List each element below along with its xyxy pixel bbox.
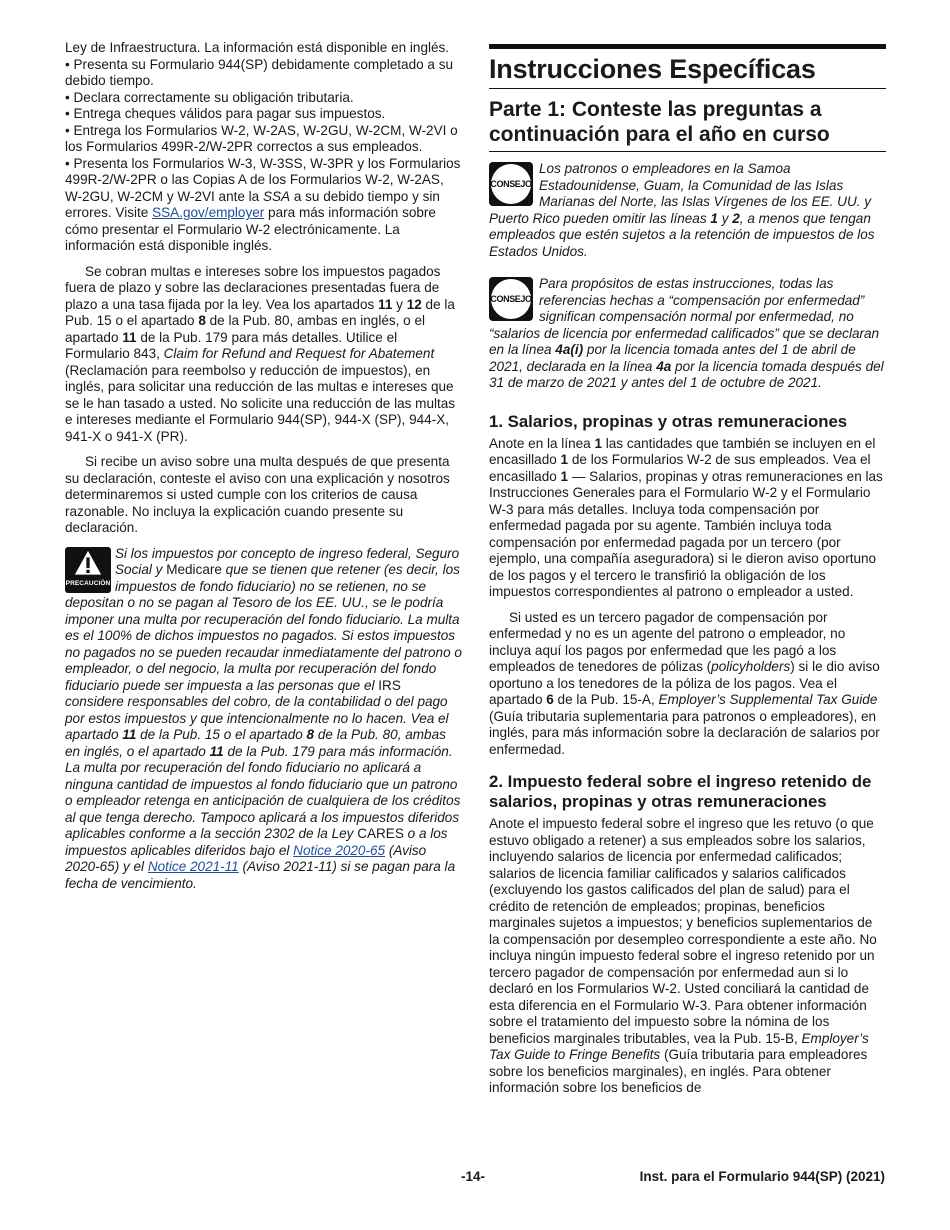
bullet-item: • Entrega cheques válidos para pagar sus impuestos. — [65, 106, 462, 123]
page-title: Instrucciones Específicas — [489, 53, 886, 89]
ssa-employer-link[interactable]: SSA.gov/employer — [152, 205, 265, 220]
part1-heading: Parte 1: Conteste las preguntas a continuación para el año en curso — [489, 97, 886, 152]
penalties-paragraph: Se cobran multas e intereses sobre los impuestos pagados fuera de plazo y sobre las declaraciones presentadas fuera de plazo a una tasa fijada por la ley. Vea los apartados 11 y 12 de la Pub. 15 o el apartado 8 de la Pub. 80, ambas en inglés, o el apartado 11 de la Pub. 179 para más detalles. Utilice el Formulario 843, Claim for Refund and Request for Abatement (Reclamación para reembolso y reducción de impuestos), en inglés, para solicitar una reducción de las multas e intereses que se le han tasado a usted. No solicite una reducción de las multas e intereses mediante el Formulario 944(SP), 944-X (SP), 944-X, 941-X o 941-X (PR). — [65, 263, 456, 444]
notice-2020-65-link[interactable]: Notice 2020-65 — [293, 842, 386, 858]
right-column — [489, 40, 886, 1097]
section-1-heading: 1. Salarios, propinas y otras remuneraciones — [489, 411, 848, 431]
tip-note: CONSEJO Para propósitos de estas instrucciones, todas las referencias hechas a “compensación por enfermedad” significan compensación normal por enfermedad, no “salarios de licencia por enfermedad calificados” que se declaran en la línea 4a(i) por la licencia tomada antes del 1 de abril de 2021, declarada en la línea 4a por la licencia tomada después del 31 de marzo de 2021 y antes del 1 de octubre de 2021. — [489, 276, 884, 390]
notice-2021-11-link[interactable]: Notice 2021-11 — [147, 859, 239, 874]
left-column — [65, 40, 462, 901]
section-1-paragraph: Si usted es un tercero pagador de compensación por enfermedad y no es un agente del patrono o empleador, no incluya aquí los pagos por enfermedad que les pagó a los empleados de tenedores de pólizas (policyholders) si le dio aviso oportuno a los tenedores de la póliza de los pagos. Vea el apartado 6 de la Pub. 15-A, Employer’s Supplemental Tax Guide (Guía tributaria suplementaria para patronos o empleadores), en inglés, para más información sobre la declaración de salarios por enfermedad. — [489, 609, 880, 757]
intro-continuation: Ley de Infraestructura. La información está disponible en inglés. — [65, 40, 450, 55]
section-1-paragraph: Anote en la línea 1 las cantidades que también se incluyen en el encasillado 1 de los Formularios W-2 de sus empleados. Vea el encasillado 1 — Salarios, propinas y otras remuneraciones en las Instrucciones Generales para el Formulario W-2 y el Formulario W-3 para más detalles. Incluya toda compensación por enfermedad pagada por su agente. También incluya toda compensación por enfermedad pagada por un tercero (por ejemplo, una compañía aseguradora) si le dieron aviso oportuno de los pagos y el tercero le transfirió la obligación de los impuestos correspondientes al patrono o empleador a usted. — [489, 435, 883, 599]
form-reference: Inst. para el Formulario 944(SP) (2021) — [639, 1169, 885, 1184]
tip-icon: CONSEJO — [489, 162, 533, 206]
page-number: -14- — [461, 1169, 486, 1184]
bullet-item: • Presenta su Formulario 944(SP) debidamente completado a su debido tiempo. — [65, 57, 462, 90]
bullet-item: • Declara correctamente su obligación tributaria. — [65, 90, 462, 107]
penalty-notice-paragraph: Si recibe un aviso sobre una multa después de que presenta su declaración, conteste el aviso con una explicación y nosotros determinaremos si usted cumple con los criterios de causa razonable. No incluya la explicación cuando presente su declaración. — [65, 454, 450, 535]
caution-icon — [65, 547, 111, 593]
caution-icon-label: PRECAUCIÓN — [65, 580, 111, 587]
caution-note: PRECAUCIÓN Si los impuestos por concepto de ingreso federal, Seguro Social y Medicare que se tienen que retener (es decir, los impuestos de fondo fiduciario) no se retienen, no se depositan o no se pagan al Tesoro de los EE. UU., se le podría imponer una multa por recuperación del fondo fiduciario. La multa es el 100% de dichos impuestos no pagados. Si estos impuestos no pagados no se pueden recaudar inmediatamente del patrono o empleador, o del negocio, la multa por recuperación del fondo fiduciario puede ser impuesta a las personas que el IRS considere responsables del cobro, de la contabilidad o del pago por estos impuestos y que intencionalmente no lo hacen. Vea el apartado 11 de la Pub. 15 o el apartado 8 de la Pub. 80, ambas en inglés, o el apartado 11 de la Pub. 179 para más información. La multa por recuperación del fondo fiduciario no aplicará a ninguna cantidad de impuestos al fondo fiduciario que un patrono o empleador retenga en anticipación de cualquiera de los créditos al que tenga derecho. Tampoco aplicará a los impuestos diferidos aplicables conforme a la sección 2302 de la Ley CARES o a los impuestos aplicables diferidos bajo el Notice 2020-65 (Aviso 2020-65) y el Notice 2021-11 (Aviso 2021-11) si se pagan para la fecha de vencimiento. — [65, 545, 462, 891]
section-top-rule — [489, 44, 886, 49]
tip-icon: CONSEJO — [489, 277, 533, 321]
section-2-heading: 2. Impuesto federal sobre el ingreso retenido de salarios, propinas y otras remuneraciones — [489, 772, 872, 811]
bullet-item: • Presenta los Formularios W-3, W-3SS, W-3PR y los Formularios 499R-2/W-2PR o las Copias A de los Formularios W-2, W-2AS, W-2GU, W-2CM y W-2VI ante la SSA a su debido tiempo y sin errores. Visite SSA.gov/employer para más información sobre cómo presentar el Formulario W-2 electrónicamente. La información está disponible inglés. — [65, 156, 462, 255]
section-2-paragraph: Anote el impuesto federal sobre el ingreso que les retuvo (o que estuvo obligado a retener) a sus empleados sobre los salarios, incluyendo salarios de licencia por enfermedad calificados; salarios de licencia familiar calificados y salarios calificados (excluyendo los gastos calificados del plan de salud) para el crédito de retención de empleados; propinas, beneficios marginales sujetos a impuestos; y beneficios suplementarios de la compensación por desempleo correspondiente a este año. No incluya ningún impuesto federal sobre el ingreso retenido por un tercero pagador de compensación por enfermedad aun si lo declaró en los Formularios W-2. Usted conciliará la cantidad de esta diferencia en el Formulario W-3. Para obtener información sobre el tratamiento del impuesto sobre la nómina de los beneficios marginales tributables, vea la Pub. 15-B, Employer’s Tax Guide to Fringe Benefits (Guía tributaria para empleadores sobre los beneficios marginales), en inglés. Para obtener información sobre los beneficios de — [489, 816, 877, 1095]
tip-note: CONSEJO Los patronos o empleadores en la Samoa Estadounidense, Guam, la Comunidad de las Islas Marianas del Norte, las Islas Vírgenes de los EE. UU. y Puerto Rico pueden omitir las líneas 1 y 2, a menos que tengan empleados que estén sujetos a la retención de impuestos de los Estados Unidos. — [489, 161, 875, 259]
bullet-item: • Entrega los Formularios W-2, W-2AS, W-2GU, W-2CM, W-2VI o los Formularios 499R-2/W-2PR correctos a sus empleados. — [65, 123, 462, 156]
